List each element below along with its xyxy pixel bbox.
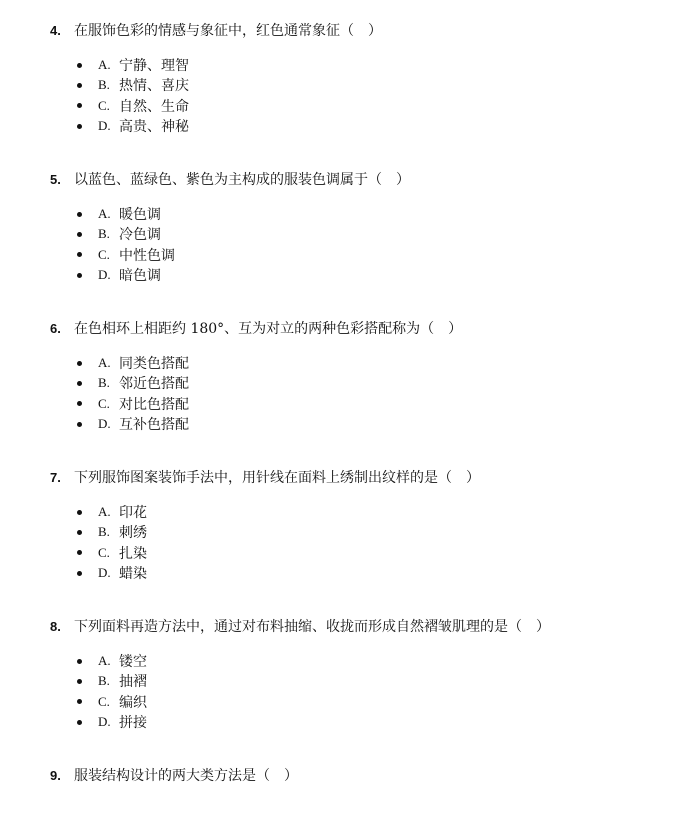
option-list: [50, 651, 670, 732]
option-letter: C.: [98, 693, 110, 709]
bullet-icon: [77, 571, 82, 576]
option-letter: C.: [98, 544, 110, 560]
option-text: 冷色调: [119, 227, 161, 244]
option-letter: D.: [98, 267, 111, 283]
option-c: [50, 394, 670, 414]
option-text: 同类色搭配: [119, 356, 189, 373]
option-c: [50, 543, 670, 563]
option-d: [50, 265, 670, 285]
bullet-icon: [77, 679, 82, 684]
question-number: 7.: [50, 470, 61, 485]
bullet-icon: [77, 252, 82, 257]
question-text: 下列面料再造方法中，通过对布料抽缩、收拢而形成自然褶皱肌理的是（ ）: [74, 619, 550, 635]
option-letter: D.: [98, 118, 111, 134]
option-b: [50, 75, 670, 95]
option-list: [50, 204, 670, 285]
bullet-icon: [77, 63, 82, 68]
option-a: [50, 502, 670, 522]
option-d: [50, 712, 670, 732]
option-text: 刺绣: [119, 525, 147, 542]
question-number: 4.: [50, 23, 61, 38]
question-title: [50, 469, 670, 487]
option-letter: B.: [98, 673, 110, 689]
option-text: 拼接: [119, 715, 147, 732]
question-9: [50, 767, 670, 785]
option-text: 暖色调: [119, 207, 161, 224]
option-text: 邻近色搭配: [119, 376, 189, 393]
option-b: [50, 522, 670, 542]
bullet-icon: [77, 550, 82, 555]
option-text: 暗色调: [119, 268, 161, 285]
option-d: [50, 116, 670, 136]
bullet-icon: [77, 124, 82, 129]
bullet-icon: [77, 720, 82, 725]
option-letter: B.: [98, 226, 110, 242]
question-title: [50, 171, 670, 189]
question-8: [50, 618, 670, 732]
option-letter: A.: [98, 57, 111, 73]
option-text: 中性色调: [119, 247, 175, 264]
option-letter: A.: [98, 504, 111, 520]
question-text: 在色相环上相距约 180°、互为对立的两种色彩搭配称为（ ）: [74, 321, 463, 337]
option-text: 扎染: [119, 545, 147, 562]
option-text: 蜡染: [119, 566, 147, 583]
question-6: [50, 320, 670, 434]
bullet-icon: [77, 401, 82, 406]
question-title: [50, 22, 670, 40]
option-b: [50, 224, 670, 244]
option-c: [50, 692, 670, 712]
option-text: 高贵、神秘: [119, 119, 189, 136]
option-text: 自然、生命: [119, 98, 189, 115]
option-text: 对比色搭配: [119, 396, 189, 413]
bullet-icon: [77, 273, 82, 278]
option-text: 编织: [119, 694, 147, 711]
option-letter: D.: [98, 714, 111, 730]
bullet-icon: [77, 510, 82, 515]
option-text: 抽褶: [119, 674, 147, 691]
question-text: 以蓝色、蓝绿色、紫色为主构成的服装色调属于（ ）: [74, 172, 410, 188]
option-letter: B.: [98, 524, 110, 540]
option-text: 印花: [119, 505, 147, 522]
option-letter: D.: [98, 416, 111, 432]
question-number: 8.: [50, 619, 61, 634]
question-7: [50, 469, 670, 583]
option-text: 镂空: [119, 654, 147, 671]
question-5: [50, 171, 670, 285]
option-letter: C.: [98, 97, 110, 113]
bullet-icon: [77, 361, 82, 366]
bullet-icon: [77, 659, 82, 664]
option-b: [50, 671, 670, 691]
bullet-icon: [77, 212, 82, 217]
option-d: [50, 414, 670, 434]
option-text: 热情、喜庆: [119, 78, 189, 95]
option-letter: D.: [98, 565, 111, 581]
option-letter: A.: [98, 206, 111, 222]
question-4: [50, 22, 670, 136]
option-list: [50, 55, 670, 136]
option-a: [50, 651, 670, 671]
bullet-icon: [77, 422, 82, 427]
bullet-icon: [77, 232, 82, 237]
option-letter: B.: [98, 77, 110, 93]
question-text: 服装结构设计的两大类方法是（ ）: [74, 768, 298, 784]
bullet-icon: [77, 699, 82, 704]
question-title: [50, 767, 670, 785]
option-letter: C.: [98, 246, 110, 262]
question-number: 9.: [50, 768, 61, 783]
question-number: 6.: [50, 321, 61, 336]
option-a: [50, 55, 670, 75]
option-letter: A.: [98, 653, 111, 669]
question-text: 在服饰色彩的情感与象征中，红色通常象征（ ）: [74, 23, 382, 39]
option-a: [50, 353, 670, 373]
bullet-icon: [77, 530, 82, 535]
option-list: [50, 502, 670, 583]
question-text: 下列服饰图案装饰手法中，用针线在面料上绣制出纹样的是（ ）: [74, 470, 480, 486]
bullet-icon: [77, 83, 82, 88]
question-number: 5.: [50, 172, 61, 187]
bullet-icon: [77, 103, 82, 108]
question-title: [50, 618, 670, 636]
option-text: 互补色搭配: [119, 417, 189, 434]
option-letter: A.: [98, 355, 111, 371]
option-text: 宁静、理智: [119, 58, 189, 75]
option-letter: C.: [98, 395, 110, 411]
question-title: [50, 320, 670, 338]
option-list: [50, 353, 670, 434]
option-c: [50, 245, 670, 265]
option-d: [50, 563, 670, 583]
option-c: [50, 96, 670, 116]
option-b: [50, 373, 670, 393]
option-letter: B.: [98, 375, 110, 391]
bullet-icon: [77, 381, 82, 386]
option-a: [50, 204, 670, 224]
